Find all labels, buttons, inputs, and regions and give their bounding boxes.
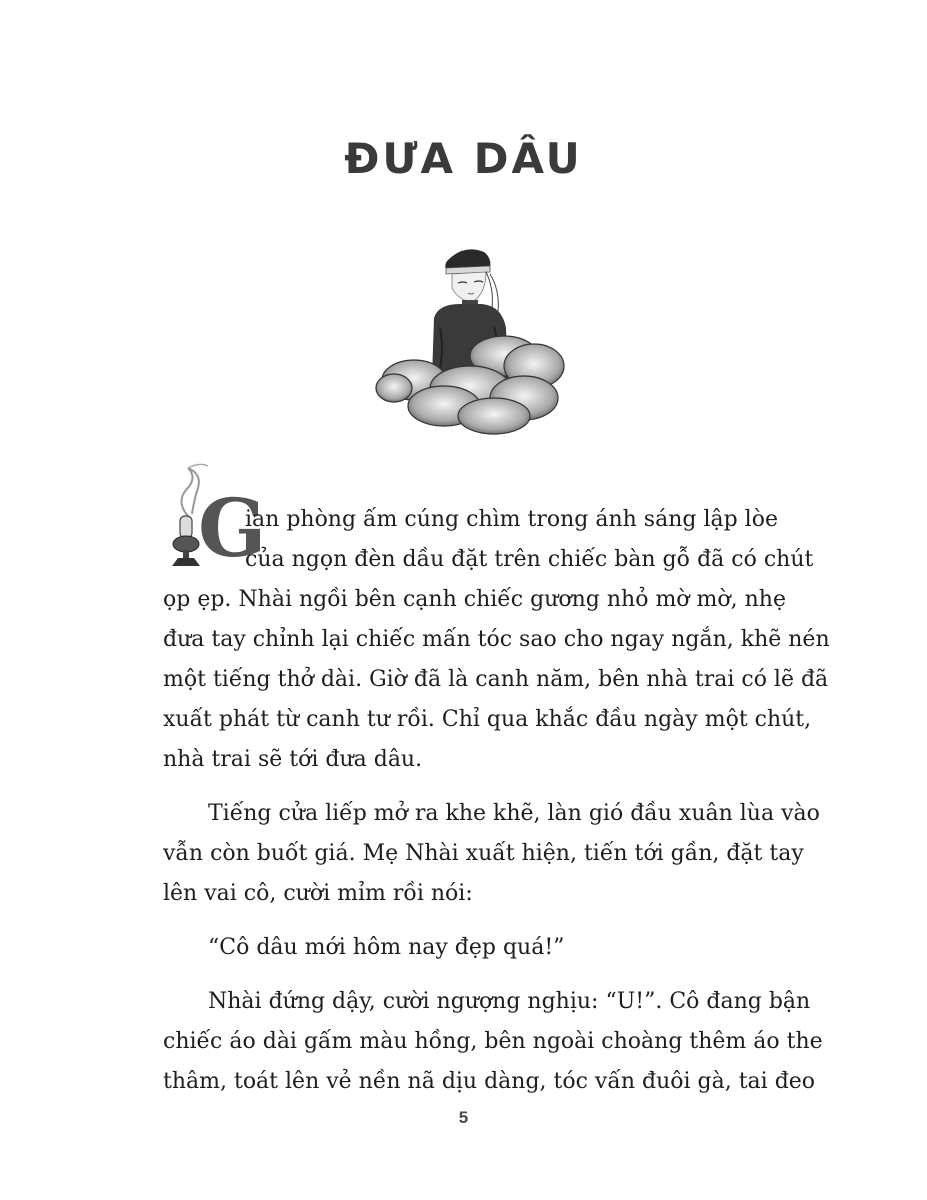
text-line: Tiếng cửa liếp mở ra khe khẽ, làn gió đầu xuân lùa vào — [208, 801, 820, 826]
text-line: Nhài đứng dậy, cười ngượng nghịu: “U!”. Cô đang bận — [208, 989, 811, 1014]
chapter-title: ĐƯA DÂU — [344, 134, 583, 183]
text-line: ian phòng ấm cúng chìm trong ánh sáng lập lòe — [245, 507, 778, 532]
text-line: một tiếng thở dài. Giờ đã là canh năm, bên nhà trai có lẽ đã — [163, 667, 829, 692]
text-line: ọp ẹp. Nhài ngồi bên cạnh chiếc gương nhỏ mờ mờ, nhẹ — [163, 587, 786, 612]
text-line: vẫn còn buốt giá. Mẹ Nhài xuất hiện, tiến tới gần, đặt tay — [163, 841, 804, 866]
page-number: 5 — [458, 1108, 469, 1127]
text-line: lên vai cô, cười mỉm rồi nói: — [163, 881, 473, 906]
text-line: “Cô dâu mới hôm nay đẹp quá!” — [208, 935, 565, 960]
text-line: thâm, toát lên vẻ nền nã dịu dàng, tóc vấn đuôi gà, tai đeo — [163, 1069, 816, 1094]
text-line: của ngọn đèn dầu đặt trên chiếc bàn gỗ đã có chút — [245, 547, 814, 572]
text-line: nhà trai sẽ tới đưa dâu. — [163, 747, 423, 772]
text-line: chiếc áo dài gấm màu hồng, bên ngoài choàng thêm áo the — [163, 1029, 823, 1054]
drop-cap: G — [198, 481, 267, 575]
woman-among-clouds-illustration — [374, 238, 572, 438]
text-line: đưa tay chỉnh lại chiếc mấn tóc sao cho ngay ngắn, khẽ nén — [163, 627, 830, 652]
text-line: xuất phát từ canh tư rồi. Chỉ qua khắc đầu ngày một chút, — [163, 707, 812, 732]
